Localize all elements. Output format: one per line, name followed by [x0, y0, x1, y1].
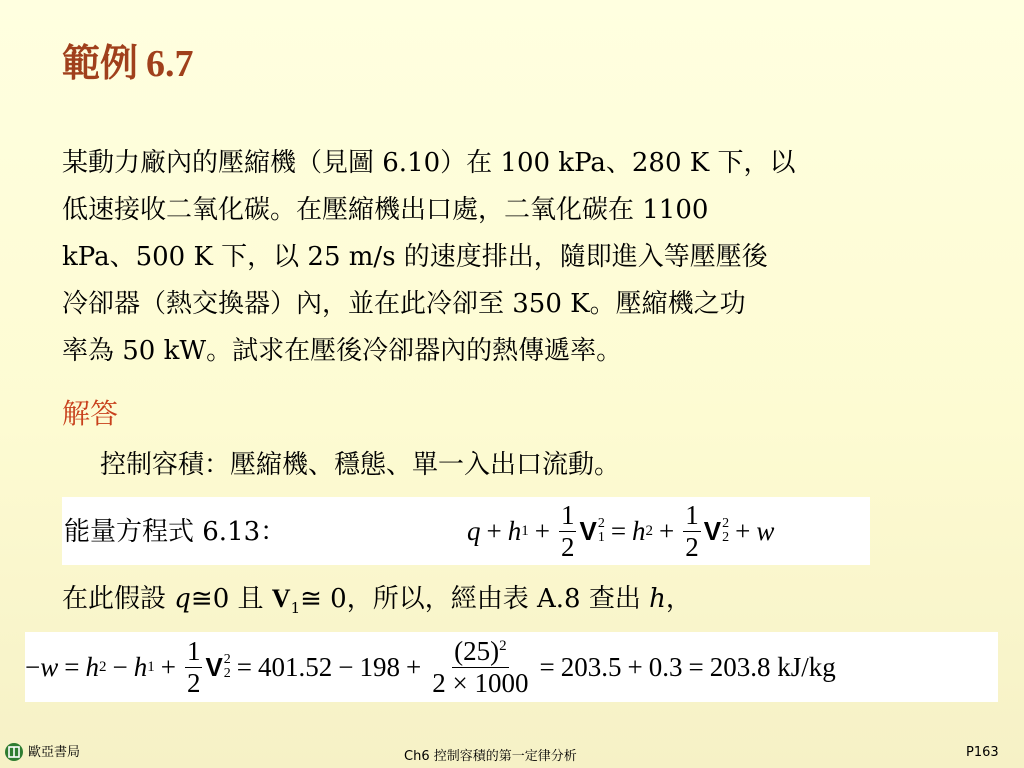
eq-v1-sup: 2 — [597, 516, 605, 531]
calc-value-kinetic: 0.3 — [648, 651, 683, 682]
problem-line: 率為 50 kW。試求在壓後冷卻器內的熱傳遞率。 — [62, 336, 623, 366]
calc-plus: + — [627, 651, 643, 682]
eq-v2-sup: 2 — [722, 516, 730, 531]
calc-plus: + — [406, 651, 422, 682]
calc-velocity-value: (25) — [454, 635, 500, 666]
calc-minus-sign: − — [25, 651, 41, 682]
calc-h1: h — [133, 651, 148, 682]
calc-v2-indices — [224, 653, 231, 681]
fraction-numerator: 1 — [685, 499, 699, 530]
assumption-approx: ≅0 且 — [190, 584, 272, 614]
calc-equals: = — [539, 651, 555, 682]
assumption-text: 在此假設 — [62, 584, 175, 614]
calc-h1-sub: 1 — [147, 658, 155, 675]
assumption-end: ， — [665, 584, 692, 614]
calc-velocity-exponent: 2 — [499, 637, 507, 654]
eq-q: q — [467, 515, 481, 546]
calc-v2-sub: 2 — [223, 666, 231, 681]
eq-plus: + — [659, 515, 675, 546]
problem-line: 低速接收二氧化碳。在壓縮機出口處，二氧化碳在 1100 — [62, 195, 709, 225]
eq-h1-sub: 1 — [521, 522, 529, 539]
calc-equals: = — [688, 651, 704, 682]
eq-velocity-v2: V — [703, 515, 722, 546]
calc-kinetic-fraction — [430, 635, 530, 698]
calc-value-h2: 401.52 — [258, 651, 333, 682]
page-number: P163 — [966, 745, 999, 760]
eq-v1-indices — [598, 517, 605, 545]
assumption-velocity: V — [271, 584, 291, 613]
fraction-denominator: 2 — [186, 667, 201, 698]
assumption-statement — [62, 586, 692, 616]
control-volume-statement: 控制容積：壓縮機、穩態、單一入出口流動。 — [100, 450, 621, 480]
problem-line: 冷卻器（熱交換器）內，並在此冷卻至 350 K。壓縮機之功 — [62, 289, 746, 319]
work-calculation-box — [25, 632, 998, 702]
assumption-velocity-sub: 1 — [290, 599, 301, 618]
fraction-numerator — [452, 635, 508, 668]
eq-w: w — [756, 515, 775, 546]
title-number: 6.7 — [146, 43, 194, 85]
calc-half-fraction — [185, 635, 203, 698]
eq-v2-indices — [722, 517, 729, 545]
energy-equation-label: 能量方程式 6.13： — [64, 517, 287, 547]
eq-plus: + — [735, 515, 751, 546]
calc-velocity-v2: V — [205, 651, 223, 682]
energy-equation-box — [62, 497, 870, 565]
eq-v1-sub: 1 — [597, 530, 605, 545]
calc-w: w — [40, 651, 59, 682]
publisher-logo-icon — [4, 742, 24, 762]
calc-v2-sup: 2 — [223, 652, 231, 667]
problem-statement — [62, 140, 982, 375]
fraction-denominator: 2 — [685, 531, 699, 562]
assumption-h: h — [649, 584, 666, 614]
eq-h2: h — [632, 515, 646, 546]
eq-half-fraction — [683, 499, 701, 562]
fraction-denominator: 2 × 1000 — [432, 667, 529, 698]
calc-equals: = — [236, 651, 253, 682]
eq-velocity-v1: V — [579, 515, 597, 546]
fraction-numerator: 1 — [186, 635, 201, 666]
calc-minus: − — [112, 651, 128, 682]
energy-equation-formula — [467, 497, 774, 565]
calc-minus: − — [338, 651, 354, 682]
problem-line: kPa、500 K 下，以 25 m/s 的速度排出，隨即進入等壓壓後 — [62, 242, 768, 272]
eq-half-fraction — [559, 499, 577, 562]
calc-plus: + — [160, 651, 176, 682]
title-prefix: 範例 — [62, 40, 139, 85]
assumption-q: q — [174, 584, 191, 614]
calc-h2-sub: 2 — [98, 658, 107, 675]
assumption-text-2: ≅ 0，所以，經由表 A.8 查出 — [300, 584, 650, 614]
publisher-name: 歐亞書局 — [28, 745, 81, 760]
problem-line: 某動力廠內的壓縮機（見圖 6.10）在 100 kPa、280 K 下，以 — [62, 148, 796, 178]
fraction-numerator: 1 — [560, 499, 575, 530]
eq-v2-sub: 2 — [722, 530, 730, 545]
eq-h1: h — [507, 515, 522, 546]
chapter-title: Ch6 控制容積的第一定律分析 — [404, 749, 577, 764]
eq-plus: + — [486, 515, 502, 546]
calc-value-enthalpy-diff: 203.5 — [560, 651, 622, 682]
calc-h2: h — [85, 651, 99, 682]
eq-plus: + — [534, 515, 550, 546]
calc-value-h1: 198 — [359, 651, 401, 682]
calc-equals: = — [64, 651, 80, 682]
eq-equals: = — [610, 515, 627, 546]
slide-title — [62, 40, 194, 85]
calc-result: 203.8 kJ/kg — [709, 651, 836, 682]
eq-h2-sub: 2 — [645, 522, 654, 539]
solution-heading: 解答 — [62, 397, 119, 430]
work-calculation-formula — [25, 632, 836, 702]
fraction-denominator: 2 — [560, 531, 575, 562]
